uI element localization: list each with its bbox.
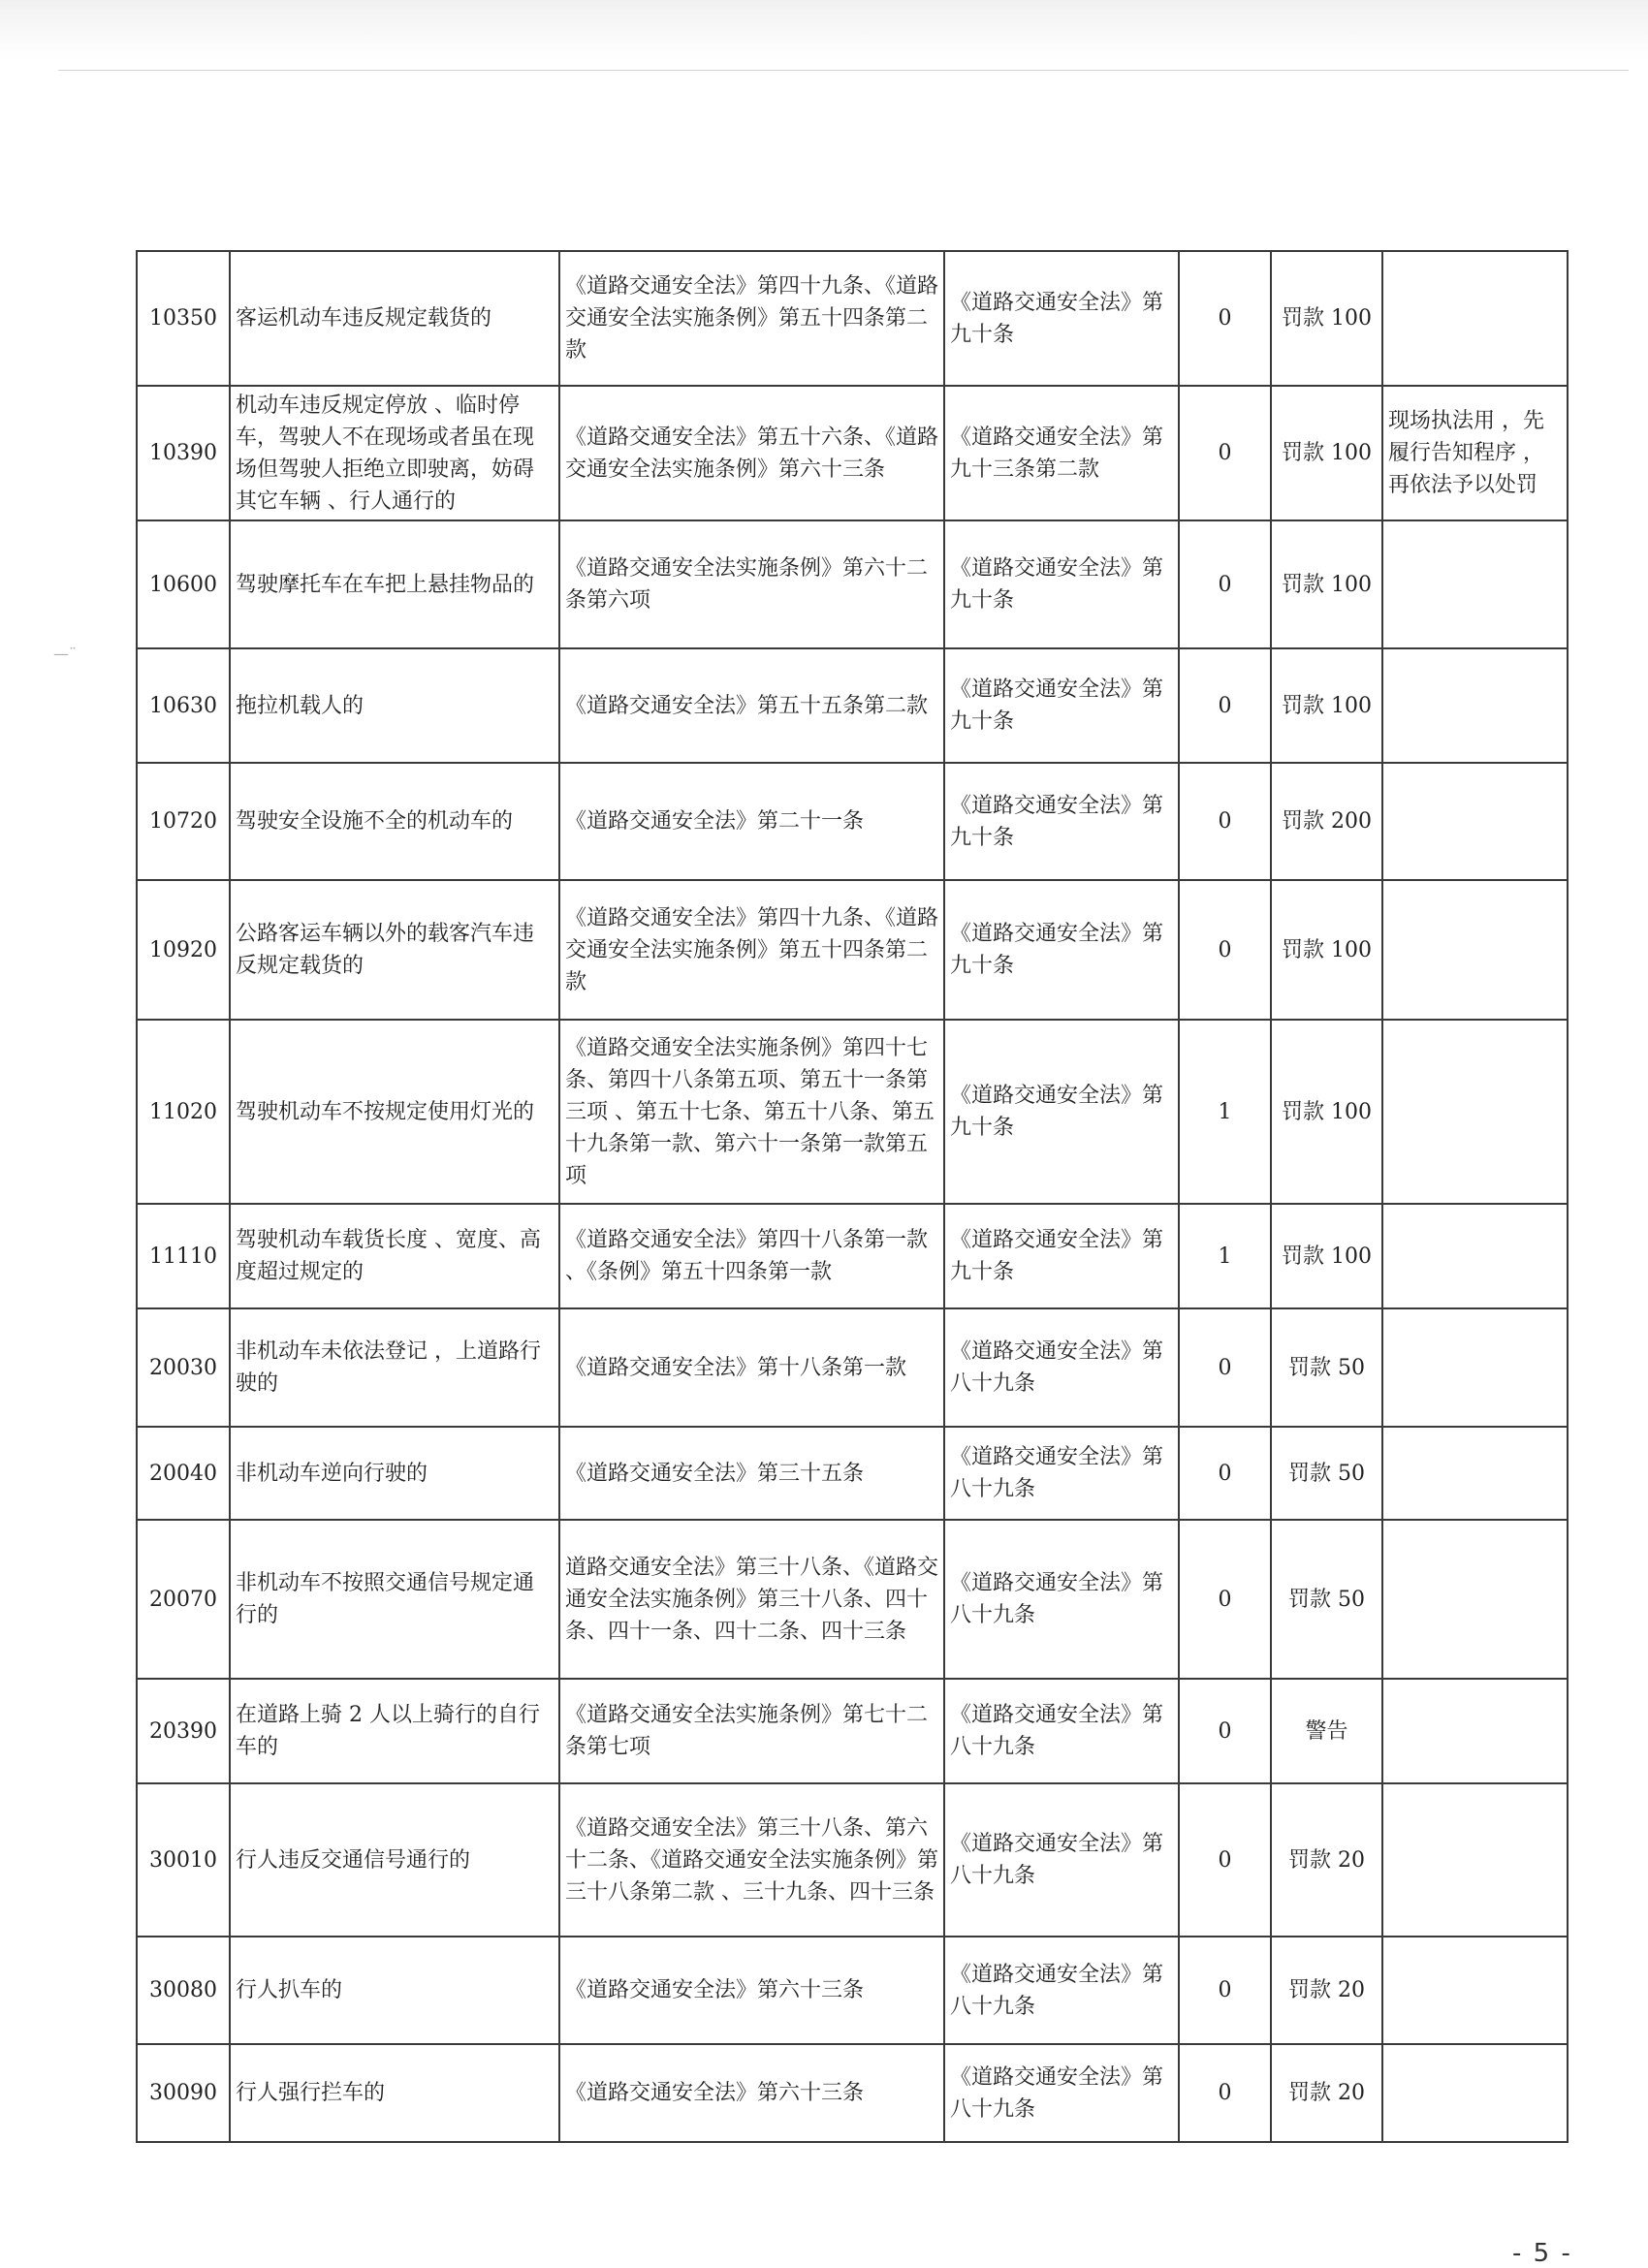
violation-code: 10600 — [137, 520, 230, 648]
penalty-law: 《道路交通安全法》第九十三条第二款 — [944, 386, 1179, 520]
penalty-amount: 罚款 50 — [1271, 1520, 1382, 1679]
penalty-amount: 罚款 100 — [1271, 1204, 1382, 1308]
offense-description: 拖拉机载人的 — [230, 648, 559, 763]
violation-code: 10630 — [137, 648, 230, 763]
legal-basis: 《道路交通安全法》第五十六条、《道路交通安全法实施条例》第六十三条 — [559, 386, 944, 520]
penalty-amount: 罚款 50 — [1271, 1427, 1382, 1520]
penalty-law: 《道路交通安全法》第九十条 — [944, 648, 1179, 763]
penalty-law: 《道路交通安全法》第九十条 — [944, 880, 1179, 1020]
violation-code: 20070 — [137, 1520, 230, 1679]
penalty-amount: 罚款 100 — [1271, 251, 1382, 386]
violation-code: 10390 — [137, 386, 230, 520]
remark — [1382, 1308, 1568, 1427]
offense-description: 非机动车逆向行驶的 — [230, 1427, 559, 1520]
demerit-points: 0 — [1179, 386, 1271, 520]
table-row — [137, 1020, 1568, 1204]
remark — [1382, 648, 1568, 763]
violation-code: 10720 — [137, 763, 230, 880]
offense-description: 行人强行拦车的 — [230, 2044, 559, 2142]
violation-code: 20030 — [137, 1308, 230, 1427]
scan-edge-shadow — [0, 0, 1648, 58]
legal-basis: 《道路交通安全法》第四十九条、《道路交通安全法实施条例》第五十四条第二款 — [559, 880, 944, 1020]
demerit-points: 0 — [1179, 1308, 1271, 1427]
remark — [1382, 763, 1568, 880]
legal-basis: 《道路交通安全法实施条例》第四十七条、第四十八条第五项、第五十一条第三项 、第五十七条、第五十八条、第五十九条第一款、第六十一条第一款第五项 — [559, 1020, 944, 1204]
violation-code: 20040 — [137, 1427, 230, 1520]
penalty-amount: 罚款 100 — [1271, 386, 1382, 520]
demerit-points: 0 — [1179, 1937, 1271, 2044]
offense-description: 行人违反交通信号通行的 — [230, 1783, 559, 1937]
penalty-law: 《道路交通安全法》第八十九条 — [944, 1783, 1179, 1937]
legal-basis: 《道路交通安全法》第四十八条第一款 、《条例》第五十四条第一款 — [559, 1204, 944, 1308]
remark — [1382, 2044, 1568, 2142]
violation-code: 11110 — [137, 1204, 230, 1308]
penalty-amount: 罚款 20 — [1271, 2044, 1382, 2142]
penalty-amount: 罚款 50 — [1271, 1308, 1382, 1427]
offense-description: 驾驶摩托车在车把上悬挂物品的 — [230, 520, 559, 648]
offense-description: 公路客运车辆以外的载客汽车违反规定载货的 — [230, 880, 559, 1020]
table-row — [137, 1204, 1568, 1308]
legal-basis: 道路交通安全法》第三十八条、《道路交通安全法实施条例》第三十八条、四十条、四十一条、四十二条、四十三条 — [559, 1520, 944, 1679]
demerit-points: 0 — [1179, 2044, 1271, 2142]
remark — [1382, 880, 1568, 1020]
demerit-points: 0 — [1179, 1679, 1271, 1783]
table-row — [137, 1520, 1568, 1679]
remark — [1382, 1020, 1568, 1204]
offense-description: 非机动车未依法登记 ，上道路行驶的 — [230, 1308, 559, 1427]
table-row — [137, 520, 1568, 648]
page-number: - 5 - — [1512, 2239, 1572, 2268]
offense-description: 在道路上骑 2 人以上骑行的自行车的 — [230, 1679, 559, 1783]
penalty-amount: 罚款 100 — [1271, 648, 1382, 763]
offense-description: 客运机动车违反规定载货的 — [230, 251, 559, 386]
legal-basis: 《道路交通安全法》第五十五条第二款 — [559, 648, 944, 763]
violation-table — [136, 250, 1569, 2143]
penalty-law: 《道路交通安全法》第九十条 — [944, 520, 1179, 648]
remark — [1382, 1427, 1568, 1520]
table-row — [137, 1308, 1568, 1427]
penalty-law: 《道路交通安全法》第八十九条 — [944, 1679, 1179, 1783]
table-row — [137, 2044, 1568, 2142]
violation-code: 30010 — [137, 1783, 230, 1937]
remark — [1382, 1783, 1568, 1937]
offense-description: 行人扒车的 — [230, 1937, 559, 2044]
demerit-points: 1 — [1179, 1204, 1271, 1308]
penalty-law: 《道路交通安全法》第九十条 — [944, 251, 1179, 386]
violation-code: 30090 — [137, 2044, 230, 2142]
penalty-law: 《道路交通安全法》第九十条 — [944, 1204, 1179, 1308]
demerit-points: 0 — [1179, 1520, 1271, 1679]
penalty-law: 《道路交通安全法》第九十条 — [944, 763, 1179, 880]
remark — [1382, 1937, 1568, 2044]
table-row — [137, 251, 1568, 386]
offense-description: 驾驶安全设施不全的机动车的 — [230, 763, 559, 880]
legal-basis: 《道路交通安全法实施条例》第七十二条第七项 — [559, 1679, 944, 1783]
table-row — [137, 1427, 1568, 1520]
penalty-amount: 罚款 20 — [1271, 1937, 1382, 2044]
penalty-law: 《道路交通安全法》第八十九条 — [944, 1427, 1179, 1520]
violation-code: 10350 — [137, 251, 230, 386]
legal-basis: 《道路交通安全法实施条例》第六十二条第六项 — [559, 520, 944, 648]
offense-description: 驾驶机动车载货长度 、宽度、高度超过规定的 — [230, 1204, 559, 1308]
demerit-points: 0 — [1179, 763, 1271, 880]
table-row — [137, 386, 1568, 520]
legal-basis: 《道路交通安全法》第三十五条 — [559, 1427, 944, 1520]
remark — [1382, 1679, 1568, 1783]
demerit-points: 0 — [1179, 520, 1271, 648]
margin-scan-mark: —¨ — [53, 645, 77, 663]
legal-basis: 《道路交通安全法》第六十三条 — [559, 2044, 944, 2142]
remark — [1382, 251, 1568, 386]
legal-basis: 《道路交通安全法》第三十八条、第六十二条、《道路交通安全法实施条例》第三十八条第二款 、三十九条、四十三条 — [559, 1783, 944, 1937]
penalty-amount: 罚款 20 — [1271, 1783, 1382, 1937]
remark: 现场执法用 ，先履行告知程序 ，再依法予以处罚 — [1382, 386, 1568, 520]
table-row — [137, 1937, 1568, 2044]
legal-basis: 《道路交通安全法》第六十三条 — [559, 1937, 944, 2044]
legal-basis: 《道路交通安全法》第十八条第一款 — [559, 1308, 944, 1427]
table-row — [137, 1783, 1568, 1937]
penalty-amount: 罚款 100 — [1271, 880, 1382, 1020]
table-row — [137, 763, 1568, 880]
remark — [1382, 1204, 1568, 1308]
penalty-law: 《道路交通安全法》第八十九条 — [944, 1308, 1179, 1427]
violation-code: 20390 — [137, 1679, 230, 1783]
violation-rows — [137, 251, 1568, 2142]
violation-code: 11020 — [137, 1020, 230, 1204]
offense-description: 驾驶机动车不按规定使用灯光的 — [230, 1020, 559, 1204]
penalty-amount: 警告 — [1271, 1679, 1382, 1783]
penalty-law: 《道路交通安全法》第八十九条 — [944, 1520, 1179, 1679]
offense-description: 非机动车不按照交通信号规定通行的 — [230, 1520, 559, 1679]
penalty-law: 《道路交通安全法》第八十九条 — [944, 2044, 1179, 2142]
demerit-points: 1 — [1179, 1020, 1271, 1204]
table-row — [137, 1679, 1568, 1783]
remark — [1382, 1520, 1568, 1679]
penalty-law: 《道路交通安全法》第八十九条 — [944, 1937, 1179, 2044]
table-row — [137, 880, 1568, 1020]
penalty-law: 《道路交通安全法》第九十条 — [944, 1020, 1179, 1204]
penalty-amount: 罚款 200 — [1271, 763, 1382, 880]
demerit-points: 0 — [1179, 880, 1271, 1020]
legal-basis: 《道路交通安全法》第二十一条 — [559, 763, 944, 880]
demerit-points: 0 — [1179, 1783, 1271, 1937]
penalty-amount: 罚款 100 — [1271, 1020, 1382, 1204]
offense-description: 机动车违反规定停放 、临时停车，驾驶人不在现场或者虽在现场但驾驶人拒绝立即驶离，妨碍其它车辆 、行人通行的 — [230, 386, 559, 520]
scan-top-rule — [58, 70, 1629, 71]
penalty-amount: 罚款 100 — [1271, 520, 1382, 648]
violation-code: 30080 — [137, 1937, 230, 2044]
demerit-points: 0 — [1179, 648, 1271, 763]
demerit-points: 0 — [1179, 1427, 1271, 1520]
remark — [1382, 520, 1568, 648]
demerit-points: 0 — [1179, 251, 1271, 386]
violation-code: 10920 — [137, 880, 230, 1020]
table-row — [137, 648, 1568, 763]
legal-basis: 《道路交通安全法》第四十九条、《道路交通安全法实施条例》第五十四条第二款 — [559, 251, 944, 386]
